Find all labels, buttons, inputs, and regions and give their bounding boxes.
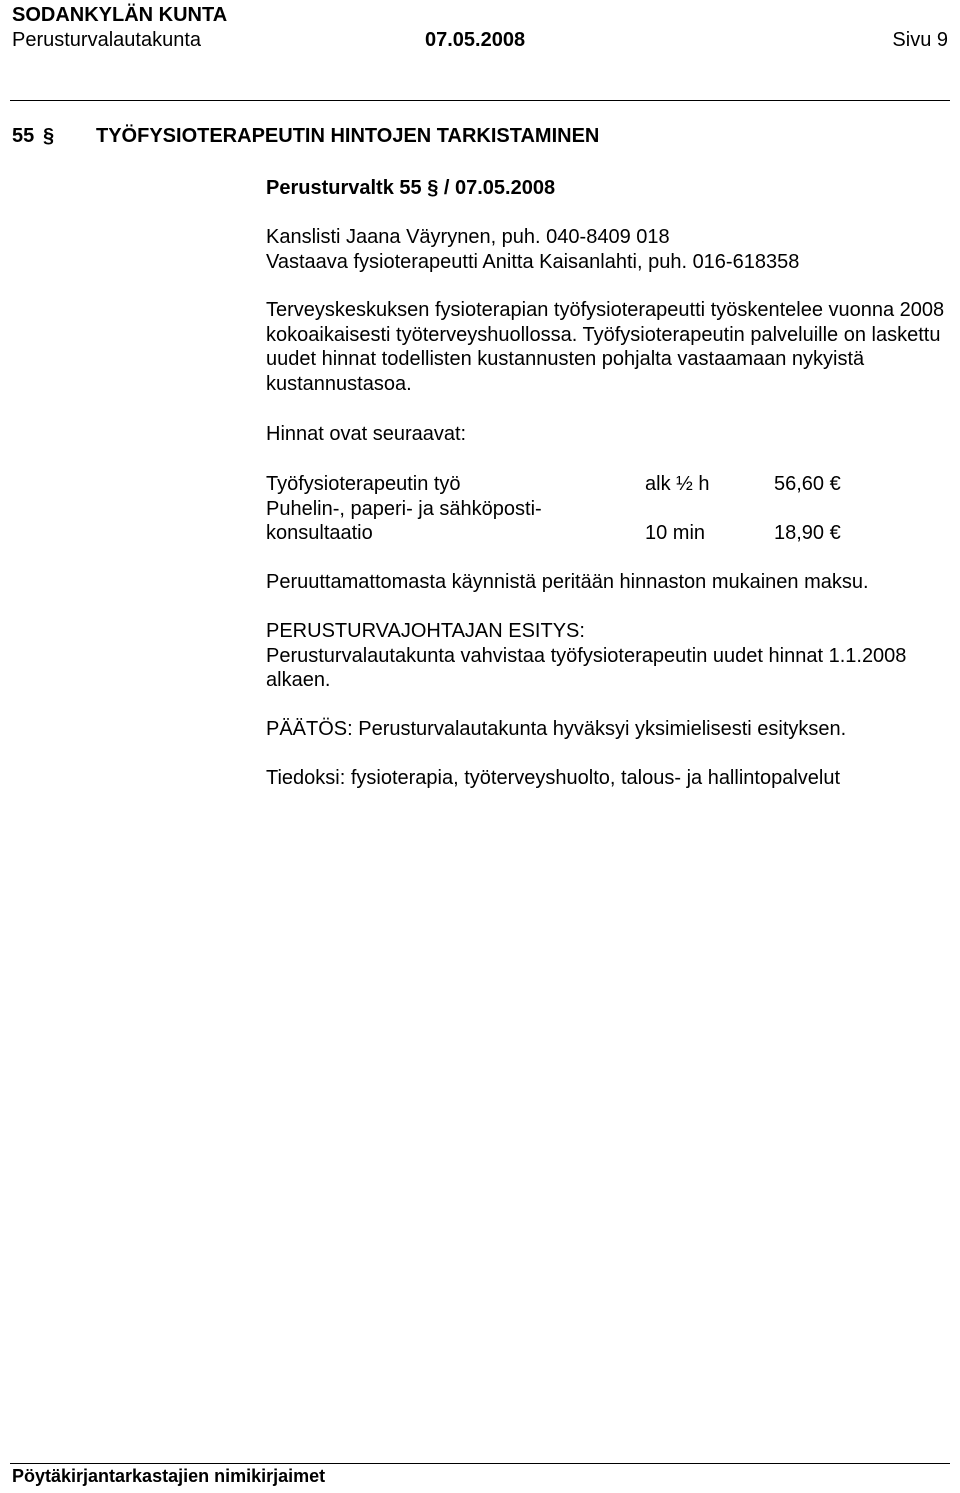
page-number: Sivu 9 (892, 29, 948, 51)
distribution-text: Tiedoksi: fysioterapia, työterveyshuolto, talous- ja hallintopalvelut (266, 767, 841, 789)
price-row (266, 497, 956, 522)
section-number: 55 (12, 125, 35, 147)
contact-line: Vastaava fysioterapeutti Anitta Kaisanlahti, puh. 016-618358 (266, 250, 800, 273)
description-paragraph: Terveyskeskuksen fysioterapian työfysioterapeutti työskentelee vuonna 2008 kokoaikaisesti työterveyshuollossa. Työfysioterapeutin palveluille on laskettu uudet hinnat todellisten kustannusten pohjalta vastaamaan nykyistä kustannustasoa. (266, 299, 945, 395)
department-name: Perusturvalautakunta (12, 29, 202, 51)
contact-line: Kanslisti Jaana Väyrynen, puh. 040-8409 018 (266, 226, 670, 248)
proposal-text: Perusturvalautakunta vahvistaa työfysioterapeutin uudet hinnat 1.1.2008 alkaen. (266, 644, 907, 691)
service-name: Puhelin-, paperi- ja sähköposti- (266, 498, 542, 520)
service-name: Työfysioterapeutin työ (266, 473, 461, 495)
organization-name: SODANKYLÄN KUNTA (12, 4, 228, 26)
service-price: 18,90 € (774, 522, 841, 544)
contact-list (266, 225, 956, 274)
section-mark: § (43, 125, 55, 147)
service-price: 56,60 € (774, 473, 841, 495)
section-title: TYÖFYSIOTERAPEUTIN HINTOJEN TARKISTAMINEN (96, 125, 600, 147)
service-unit: alk ½ h (645, 473, 710, 495)
proposal-label: PERUSTURVAJOHTAJAN ESITYS: (266, 620, 585, 642)
price-row (266, 472, 956, 497)
meeting-date: 07.05.2008 (425, 29, 526, 51)
price-row (266, 521, 956, 546)
service-unit: 10 min (645, 522, 706, 544)
footer-divider (10, 1463, 950, 1464)
cancellation-note: Peruuttamattomasta käynnistä peritään hinnaston mukainen maksu. (266, 571, 869, 593)
section-reference: Perusturvaltk 55 § / 07.05.2008 (266, 177, 556, 199)
header-divider (10, 100, 950, 101)
prices-intro: Hinnat ovat seuraavat: (266, 423, 467, 445)
service-name-continued: konsultaatio (266, 522, 373, 544)
proposal-block (266, 619, 956, 693)
decision-text: PÄÄTÖS: Perusturvalautakunta hyväksyi yksimielisesti esityksen. (266, 718, 847, 740)
footer-signature-label: Pöytäkirjantarkastajien nimikirjaimet (12, 1466, 326, 1486)
